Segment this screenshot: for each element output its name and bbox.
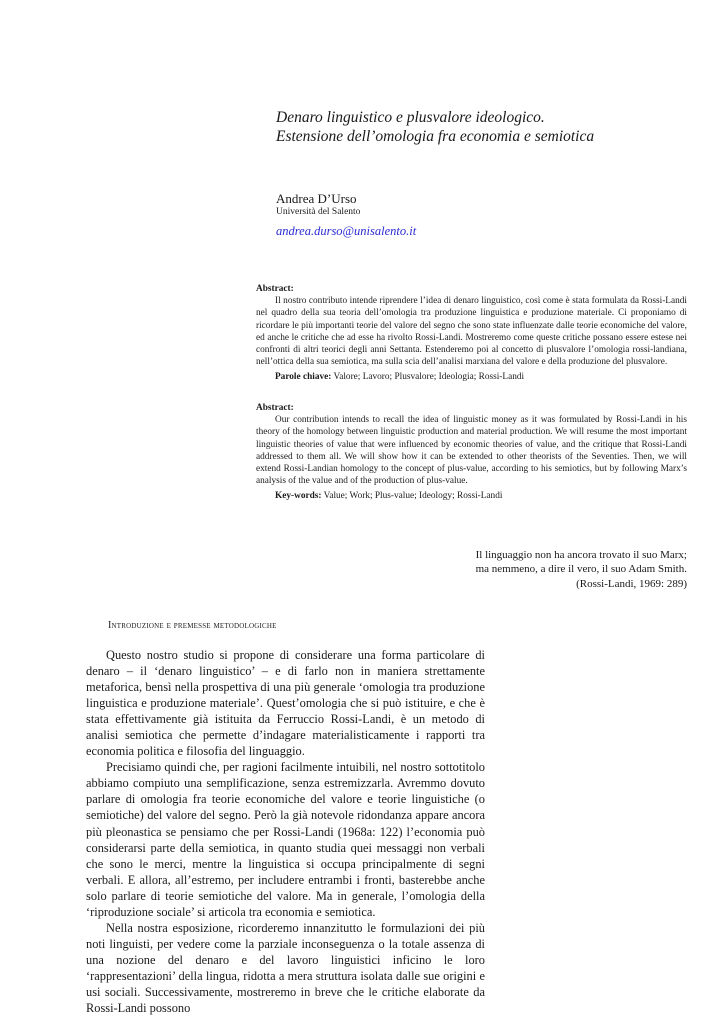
abstract-italian (256, 283, 687, 384)
body-paragraph: Questo nostro studio si propone di considerare una forma particolare di denaro – il ‘denaro linguistico’ – e di farlo non in maniera strettamente metaforica, bensì nella prospettiva di una più generale ‘omologia tra produzione linguistica e produzione materiale’. Quest’omologia che si può istituire, e che è stata effettivamente già istituita da Ferruccio Rossi-Landi, è un metodo di analisi semiotica che permette d’indagare materialisticamente i rapporti tra economia politica e filosofia del linguaggio. (86, 648, 485, 759)
epigraph-citation: (Rossi-Landi, 1969: 289) (576, 578, 687, 591)
body-paragraph: Nella nostra esposizione, ricorderemo innanzitutto le formulazioni dei più noti linguisti, per vedere come la parziale inconseguenza o la totale assenza di una nozione del denaro e del lavoro linguistici inficino le loro ‘rappresentazioni’ della lingua, ridotta a mera struttura isolata dalle sue origini e usi sociali. Successivamente, mostreremo in breve che le critiche elaborate da Rossi-Landi possono (86, 920, 485, 1016)
keywords-values: Valore; Lavoro; Plusvalore; Ideologia; Rossi-Landi (333, 372, 525, 383)
keywords-line (256, 371, 687, 383)
keywords-line (256, 490, 687, 502)
section-heading: Introduzione e premesse metodologiche (108, 620, 277, 631)
title-line-2: Estensione dell’omologia fra economia e semiotica (276, 128, 595, 145)
keywords-label: Parole chiave: (275, 372, 332, 383)
abstract-text: Il nostro contributo intende riprendere l’idea di denaro linguistico, così come è stata formulata da Rossi-Landi nel quadro della sua teoria dell’omologia tra produzione linguistica e produzione materiale. Ci proponiamo di ricordare le più importanti teorie del valore del segno che sono state influenzate dalle teorie economiche del valore, ed anche le critiche che ad esse ha rivolto Rossi-Landi. Mostreremo come queste critiche possano essere estese nei confronti di altri teorici degli anni Settanta. Estenderemo poi al concetto di plusvalore l’omologia rossi-landiana, nell’ottica della sua semiotica, ma sulla scia dell’analisi marxiana del valore e della produzione del plusvalore. (256, 296, 687, 368)
body-text (86, 647, 485, 1016)
abstract-heading: Abstract: (256, 284, 294, 294)
author-name: Andrea D’Urso (276, 191, 357, 206)
abstract-text: Our contribution intends to recall the idea of linguistic money as it was formulated by Rossi-Landi in his theory of the homology between linguistic production and material production. We will resume the most important linguistic theories of value that were influenced by economic theories of value, and the critique that Rossi-Landi addressed to them all. We will show how it can be extended to other theorists of the Seventies. Then, we will extend Rossi-Landian homology to the concept of plus-value, according to his semiotics, but by following Marx’s analysis of the value and of the production of plus-value. (256, 415, 687, 487)
abstract-heading: Abstract: (256, 403, 294, 413)
abstract-english (256, 402, 687, 503)
title-line-1: Denaro linguistico e plusvalore ideologico. (276, 109, 545, 126)
epigraph-line-2: ma nemmeno, a dire il vero, il suo Adam Smith. (475, 562, 687, 575)
paper-title (276, 108, 696, 146)
epigraph (387, 549, 687, 592)
keywords-label: Key-words: (275, 491, 322, 502)
keywords-values: Value; Work; Plus-value; Ideology; Rossi-Landi (323, 491, 503, 502)
author-email-link[interactable]: andrea.durso@unisalento.it (276, 224, 417, 238)
body-paragraph: Precisiamo quindi che, per ragioni facilmente intuibili, nel nostro sottotitolo abbiamo compiuto una semplificazione, senza estremizzarla. Avremmo dovuto parlare di omologia fra teorie economiche del valore e teorie linguistiche (o semiotiche) del valore del segno. Però la già notevole ridondanza appare ancora più pleonastica se pensiamo che per Rossi-Landi (1968a: 122) l’economia può considerarsi parte della semiotica, in quanto studia quei messaggi non verbali che sono le merci, mentre la linguistica si occupa principalmente di segni verbali. E allora, all’estremo, per includere entrambi i fronti, basterebbe anche solo parlare di teorie semiotiche del valore. Ma in generale, l’omologia della ‘riproduzione sociale’ si articola tra economia e semiotica. (86, 760, 485, 919)
author-affiliation: Università del Salento (276, 207, 361, 217)
epigraph-line-1: Il linguaggio non ha ancora trovato il suo Marx; (475, 549, 687, 561)
